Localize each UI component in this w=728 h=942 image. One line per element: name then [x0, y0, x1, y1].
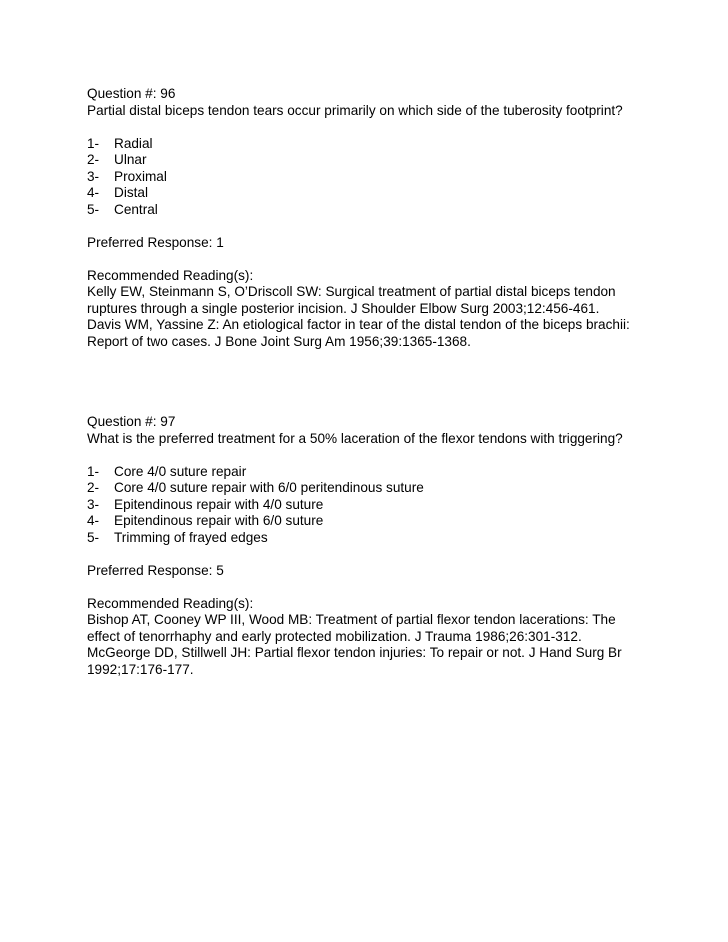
option-text: Epitendinous repair with 4/0 suture — [114, 496, 324, 512]
option-text: Central — [114, 201, 158, 217]
answer-option — [87, 202, 667, 219]
option-number: 1- — [87, 463, 100, 479]
option-text: Proximal — [114, 168, 167, 184]
reading-line: Report of two cases. J Bone Joint Surg Am 1956;39:1365-1368. — [87, 333, 471, 349]
answer-option — [87, 185, 667, 202]
reading-heading: Recommended Reading(s): — [87, 595, 254, 611]
spacer — [87, 447, 667, 464]
question-number: Question #: 96 — [87, 86, 176, 101]
reading-line: Kelly EW, Steinmann S, O’Driscoll SW: Surgical treatment of partial distal biceps tendon — [87, 284, 616, 299]
option-text: Epitendinous repair with 6/0 suture — [114, 513, 324, 528]
answer-option — [87, 513, 667, 530]
reading-heading: Recommended Reading(s): — [87, 267, 254, 283]
reading-line: effect of tenorrhaphy and early protected mobilization. J Trauma 1986;26:301-312. — [87, 628, 582, 644]
option-number: 2- — [87, 152, 100, 167]
option-number: 5- — [87, 529, 100, 545]
spacer — [87, 579, 667, 596]
option-text: Core 4/0 suture repair — [114, 463, 247, 479]
question-prompt: What is the preferred treatment for a 50% laceration of the flexor tendons with triggering? — [87, 430, 623, 446]
preferred-response: Preferred Response: 1 — [87, 234, 224, 250]
option-text: Radial — [114, 135, 153, 151]
answer-option — [87, 480, 667, 497]
option-text: Trimming of frayed edges — [114, 529, 268, 545]
option-text: Distal — [114, 185, 148, 200]
answer-option — [87, 464, 667, 481]
spacer — [87, 251, 667, 268]
reading-line: Bishop AT, Cooney WP III, Wood MB: Treatment of partial flexor tendon lacerations: The — [87, 612, 616, 627]
option-number: 4- — [87, 185, 100, 200]
option-number: 3- — [87, 168, 100, 184]
option-text: Core 4/0 suture repair with 6/0 peritendinous suture — [114, 480, 424, 495]
question-number: Question #: 97 — [87, 414, 176, 429]
reading-line: Davis WM, Yassine Z: An etiological factor in tear of the distal tendon of the biceps brachii: — [87, 317, 630, 332]
preferred-response: Preferred Response: 5 — [87, 562, 224, 578]
option-number: 1- — [87, 135, 100, 151]
option-number: 4- — [87, 513, 100, 528]
option-number: 2- — [87, 480, 100, 495]
answer-option — [87, 152, 667, 169]
answer-options — [87, 136, 667, 219]
spacer — [87, 119, 667, 136]
option-number: 3- — [87, 496, 100, 512]
spacer — [87, 218, 667, 235]
reading-line: 1992;17:176-177. — [87, 661, 194, 677]
question-block-96 — [87, 86, 667, 350]
reading-line: McGeorge DD, Stillwell JH: Partial flexor tendon injuries: To repair or not. J Hand Surg Br — [87, 645, 622, 660]
answer-option — [87, 169, 667, 186]
answer-option — [87, 136, 667, 153]
option-number: 5- — [87, 201, 100, 217]
option-text: Ulnar — [114, 152, 147, 167]
question-prompt: Partial distal biceps tendon tears occur primarily on which side of the tuberosity footprint? — [87, 102, 623, 118]
reading-line: ruptures through a single posterior incision. J Shoulder Elbow Surg 2003;12:456-461. — [87, 300, 600, 316]
answer-option — [87, 530, 667, 547]
answer-options — [87, 464, 667, 547]
answer-option — [87, 497, 667, 514]
spacer — [87, 546, 667, 563]
question-block-97 — [87, 414, 667, 678]
